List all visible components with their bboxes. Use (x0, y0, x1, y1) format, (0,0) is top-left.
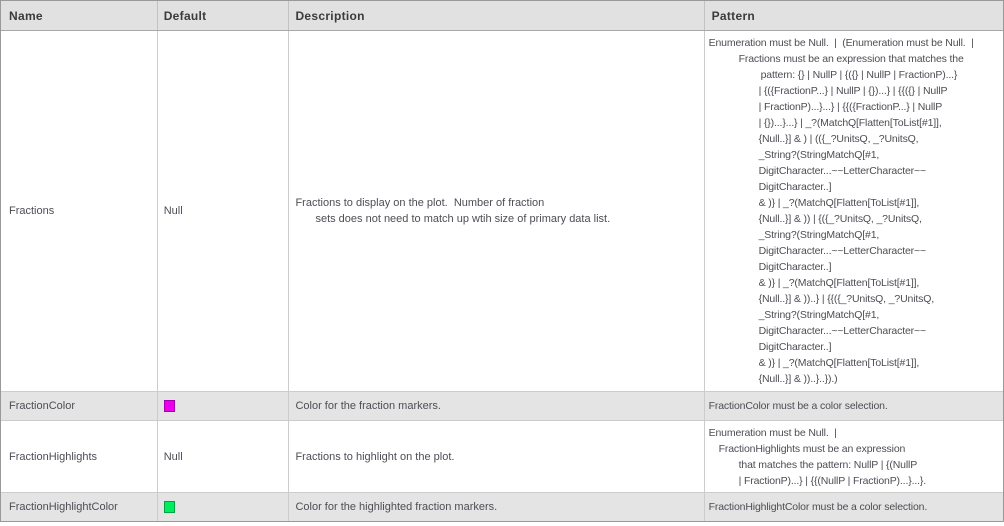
column-header-label: Default (163, 8, 207, 23)
default-value-cell (158, 31, 290, 391)
pattern-line: _String?(StringMatchQ[#1, (758, 309, 880, 321)
default-value-cell (158, 493, 290, 521)
pattern-line: | {})...}...} | _?(MatchQ[Flatten[ToList[#1]], (758, 117, 942, 129)
pattern-line: pattern: {} | NullP | {({} | NullP | FractionP)...} (760, 69, 958, 81)
default-value: Null (163, 205, 183, 217)
table-row (1, 392, 1003, 421)
pattern-line: Enumeration must be Null. | (708, 426, 837, 439)
table-body (1, 31, 1003, 521)
pattern-line: {Null..}] & ))..}..}).) (758, 373, 838, 385)
pattern-line: DigitCharacter...~~LetterCharacter~~ (758, 245, 926, 257)
default-value: Null (163, 450, 183, 463)
pattern-line: DigitCharacter..] (758, 341, 832, 353)
pattern-line: Enumeration must be Null. | (Enumeration must be Null. | (708, 37, 974, 49)
description-line: sets does not need to match up wtih size of primary data list. (315, 213, 611, 225)
table-row (1, 31, 1003, 392)
option-name: FractionHighlightColor (9, 501, 118, 513)
column-header-label: Pattern (711, 8, 756, 23)
pattern-line: {Null..}] & ))..} | {{({_?UnitsQ, _?UnitsQ, (758, 293, 935, 305)
description-line: Fractions to highlight on the plot. (295, 450, 455, 463)
pattern-line: {Null..}] & )) | {({_?UnitsQ, _?UnitsQ, (758, 213, 922, 225)
column-header-name (1, 1, 158, 30)
column-header-default (158, 1, 290, 30)
description-cell (289, 493, 704, 521)
pattern-line: that matches the pattern: NullP | {(NullP (738, 458, 918, 471)
option-name-cell (1, 421, 158, 492)
option-name: Fractions (9, 205, 55, 217)
table-row (1, 493, 1003, 521)
description-cell (289, 392, 704, 420)
pattern-line: DigitCharacter..] (758, 261, 832, 273)
pattern-cell (705, 392, 1003, 420)
pattern-line: & )} | _?(MatchQ[Flatten[ToList[#1]], (758, 277, 920, 289)
pattern-line: FractionColor must be a color selection. (708, 400, 888, 412)
pattern-line: DigitCharacter...~~LetterCharacter~~ (758, 165, 926, 177)
option-name-cell (1, 493, 158, 521)
table-row (1, 421, 1003, 493)
pattern-line: | FractionP)...}...} | {{({FractionP...} | NullP (758, 101, 943, 113)
green-color-swatch-icon (164, 501, 175, 513)
pattern-line: | {({FractionP...} | NullP | {})...} | {{({} | NullP (758, 85, 948, 97)
column-header-pattern (705, 1, 1003, 30)
default-value-cell (158, 392, 290, 420)
option-name: FractionColor (9, 400, 76, 412)
pattern-line: _String?(StringMatchQ[#1, (758, 149, 880, 161)
table-header-row (1, 1, 1003, 31)
option-name-cell (1, 31, 158, 391)
pattern-cell (705, 493, 1003, 521)
pattern-line: & )} | _?(MatchQ[Flatten[ToList[#1]], (758, 197, 920, 209)
column-header-label: Name (9, 8, 43, 23)
default-value-cell (158, 421, 290, 492)
pattern-line: DigitCharacter..] (758, 181, 832, 193)
column-header-label: Description (295, 8, 365, 23)
option-name-cell (1, 392, 158, 420)
pattern-line: | FractionP)...} | {{(NullP | FractionP)...}...}. (738, 474, 926, 487)
description-cell (289, 31, 704, 391)
description-line: Fractions to display on the plot. Number of fraction (295, 197, 545, 209)
pattern-cell (705, 421, 1003, 492)
pattern-line: FractionHighlights must be an expression (718, 442, 906, 455)
magenta-color-swatch-icon (164, 400, 175, 412)
pattern-line: _String?(StringMatchQ[#1, (758, 229, 880, 241)
pattern-line: FractionHighlightColor must be a color selection. (708, 501, 928, 513)
description-cell (289, 421, 704, 492)
description-line: Color for the fraction markers. (295, 400, 441, 412)
pattern-line: Fractions must be an expression that matches the (738, 53, 964, 65)
column-header-description (289, 1, 704, 30)
pattern-line: & )} | _?(MatchQ[Flatten[ToList[#1]], (758, 357, 920, 369)
description-line: Color for the highlighted fraction markers. (295, 501, 498, 513)
option-name: FractionHighlights (9, 450, 98, 463)
pattern-line: DigitCharacter...~~LetterCharacter~~ (758, 325, 926, 337)
pattern-line: {Null..}] & ) | (({_?UnitsQ, _?UnitsQ, (758, 133, 919, 145)
pattern-cell (705, 31, 1003, 391)
